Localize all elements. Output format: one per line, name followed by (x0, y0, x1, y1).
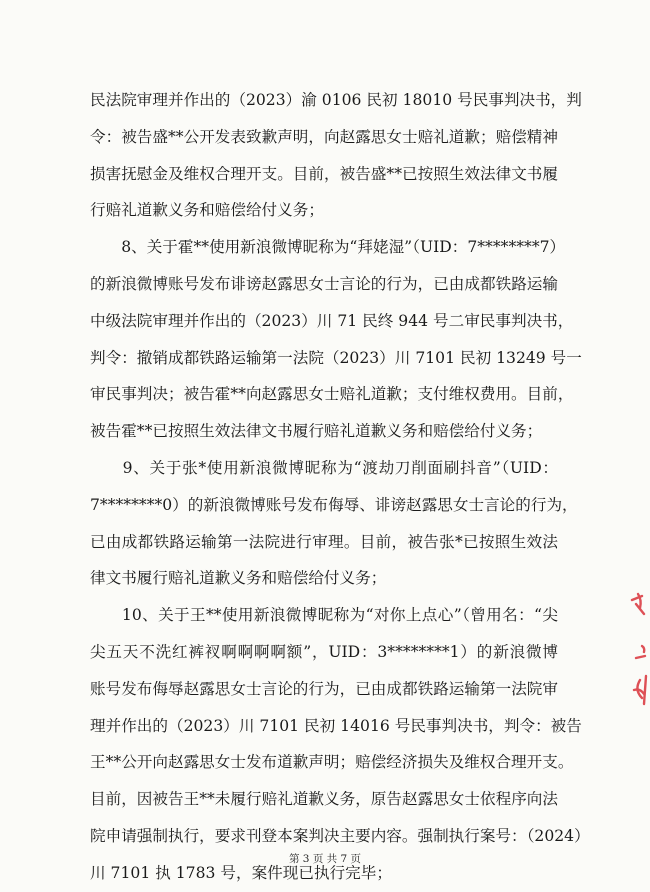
text-line: 10、关于王**使用新浪微博昵称为“对你上点心”（曾用名：“尖 (90, 606, 558, 625)
text-line: 账号发布侮辱赵露思女士言论的行为，已由成都铁路运输第一法院审 (90, 679, 558, 698)
text-line: 律文书履行赔礼道歉义务和赔偿给付义务； (90, 569, 387, 588)
text-line: 理并作出的（2023）川 7101 民初 14016 号民事判决书，判令：被告 (90, 716, 582, 735)
page-number-footer: 第 3 页 共 7 页 (288, 853, 362, 865)
text-line: 判令：撤销成都铁路运输第一法院（2023）川 7101 民初 13249 号一 (90, 348, 582, 367)
text-line: 损害抚慰金及维权合理开支。目前，被告盛**已按照生效法律文书履 (90, 164, 558, 183)
paragraph-p10 (90, 597, 590, 891)
text-line: 尖五天不洗红裤衩啊啊啊啊额”，UID：3********1）的新浪微博 (90, 642, 558, 661)
text-line: 7********0）的新浪微博账号发布侮辱、诽谤赵露思女士言论的行为， (90, 495, 578, 514)
text-line: 的新浪微博账号发布诽谤赵露思女士言论的行为，已由成都铁路运输 (90, 274, 558, 293)
text-line: 王**公开向赵露思女士发布道歉声明；赔偿经济损失及维权合理开支。 (90, 753, 574, 772)
paragraph-p9 (90, 450, 578, 597)
text-line: 被告霍**已按照生效法律文书履行赔礼道歉义务和赔偿给付义务； (90, 422, 543, 441)
text-line: 已由成都铁路运输第一法院进行审理。目前，被告张*已按照生效法 (90, 532, 558, 551)
text-line: 目前，因被告王**未履行赔礼道歉义务，原告赵露思女士依程序向法 (90, 790, 558, 809)
text-line: 川 7101 执 1783 号，案件现已执行完毕； (90, 863, 392, 882)
seal-stamp-fragment (622, 580, 650, 730)
text-line: 中级法院审理并作出的（2023）川 71 民终 944 号二审民事判决书， (90, 311, 574, 330)
paragraph-p8 (90, 229, 582, 450)
document-body (90, 82, 590, 892)
text-line: 民法院审理并作出的（2023）渝 0106 民初 18010 号民事判决书，判 (90, 91, 582, 109)
text-line: 院申请强制执行，要求刊登本案判决主要内容。强制执行案号：（2024） (90, 826, 590, 845)
paragraph-p7-cont (90, 82, 582, 229)
text-line: 行赔礼道歉义务和赔偿给付义务； (90, 201, 324, 220)
text-line: 8、关于霍**使用新浪微博昵称为“拜姥湿”（UID：7********7） (90, 238, 566, 257)
text-line: 令：被告盛**公开发表致歉声明，向赵露思女士赔礼道歉；赔偿精神 (90, 127, 558, 146)
text-line: 审民事判决；被告霍**向赵露思女士赔礼道歉；支付维权费用。目前， (90, 385, 574, 404)
text-line: 9、关于张*使用新浪微博昵称为“渡劫刀削面刷抖音”（UID： (90, 458, 558, 477)
